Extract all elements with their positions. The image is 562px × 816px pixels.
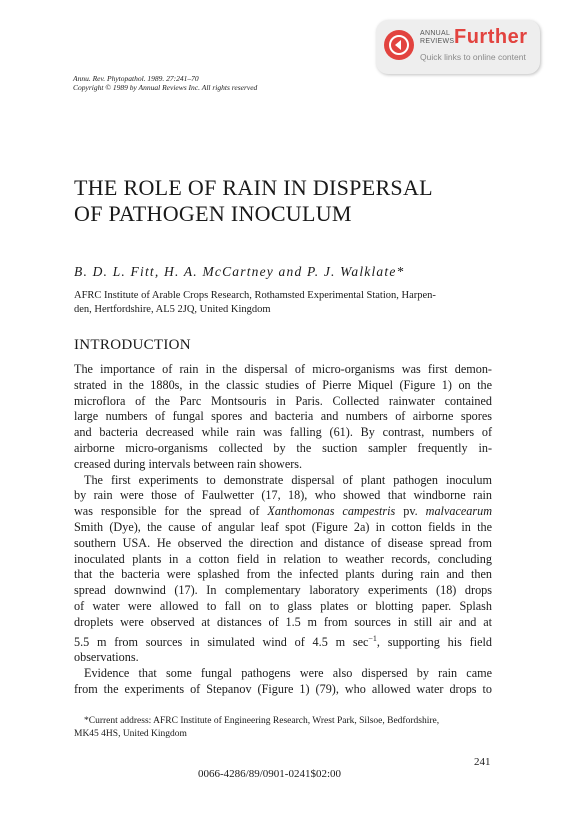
page-number: 241 [474,756,491,768]
body-line: by rain were those of Faulwetter (17, 18), who showed that windborne rain [74,488,492,503]
body-text-run: was responsible for the spread of [74,504,268,519]
title-line-1: THE ROLE OF RAIN IN DISPERSAL [74,175,433,200]
article-code: 0066-4286/89/0901-0241$02:00 [198,768,341,780]
body-text-run: , supporting his field [376,634,492,649]
play-arrow-icon [384,30,414,60]
authors: B. D. L. Fitt, H. A. McCartney and P. J. Walklate* [74,264,405,279]
body-line: The importance of rain in the dispersal of micro-organisms was first demon- [74,362,492,376]
further-label: Further [454,26,528,48]
quick-links-label: Quick links to online content [420,52,526,62]
species-name: Xanthomonas campestris [267,504,396,519]
footnote-line-1: *Current address: AFRC Institute of Engineering Research, Wrest Park, Silsoe, Bedfordshire, [84,716,440,726]
annual-reviews-further-badge[interactable] [376,20,540,74]
body-line: observations. [74,650,139,665]
pathovar-name: malvacearum [425,504,492,519]
body-line: Evidence that some fungal pathogens were also dispersed by rain came [84,666,492,681]
body-line: The first experiments to demonstrate dispersal of plant pathogen inoculum [84,472,492,487]
body-line: and bacteria decreased while rain was falling (61). By contrast, numbers of [74,425,492,440]
affiliation [74,289,492,317]
body-line: microflora of the Parc Montsouris in Paris. Collected rainwater contained [74,393,492,408]
citation-line: Annu. Rev. Phytopathol. 1989. 27:241–70 [73,74,199,83]
affiliation-line-2: den, Hertfordshire, AL5 2JQ, United Kingdom [74,304,271,315]
article-title [74,175,433,227]
body-text-run: pv. [395,504,426,519]
introduction-heading: INTRODUCTION [74,337,191,353]
body-line-units [74,631,492,651]
affiliation-line-1: AFRC Institute of Arable Crops Research, Rothamsted Experimental Station, Harpen- [74,290,436,301]
body-line: of water were allowed to fall on to glass plates or blotting paper. Splash [74,598,492,613]
annual-reviews-label: ANNUAL REVIEWS [420,30,455,45]
superscript: −1 [368,633,377,643]
body-text-run: 5.5 m from sources in simulated wind of 4.5 m sec [74,634,369,649]
copyright-line: Copyright © 1989 by Annual Reviews Inc. All rights reserved [73,83,258,92]
journal-citation [73,74,257,92]
body-line: strated in the 1880s, in the classic studies of Pierre Miquel (Figure 1) on the [74,377,492,392]
body-line: that the bacteria were splashed from the infected plants during rain and then [74,567,492,582]
body-line: spread downwind (17). In complementary laboratory experiments (18) drops [74,583,492,598]
body-line-species [74,504,492,520]
title-line-2: OF PATHOGEN INOCULUM [74,201,352,226]
body-line: Smith (Dye), the cause of angular leaf spot (Figure 2a) in cotton fields in the [74,519,492,534]
body-line: droplets were observed at distances of 1.5 m from sources in still air and at [74,614,492,629]
introduction-body [74,362,492,698]
footnote [74,715,492,741]
body-line: inoculated plants in a cotton field in relation to weather records, concluding [74,551,492,566]
body-line: from the experiments of Stepanov (Figure 1) (79), who allowed water drops to [74,682,492,696]
body-line: airborne micro-organisms collected by the suction sampler frequently in- [74,440,492,455]
body-line: large numbers of fungal spores and bacteria and numbers of airborne spores [74,409,492,424]
footnote-line-2: MK45 4HS, United Kingdom [74,729,187,739]
body-line: southern USA. He observed the direction and distance of disease spread from [74,535,492,550]
body-line: creased during intervals between rain showers. [74,456,303,471]
